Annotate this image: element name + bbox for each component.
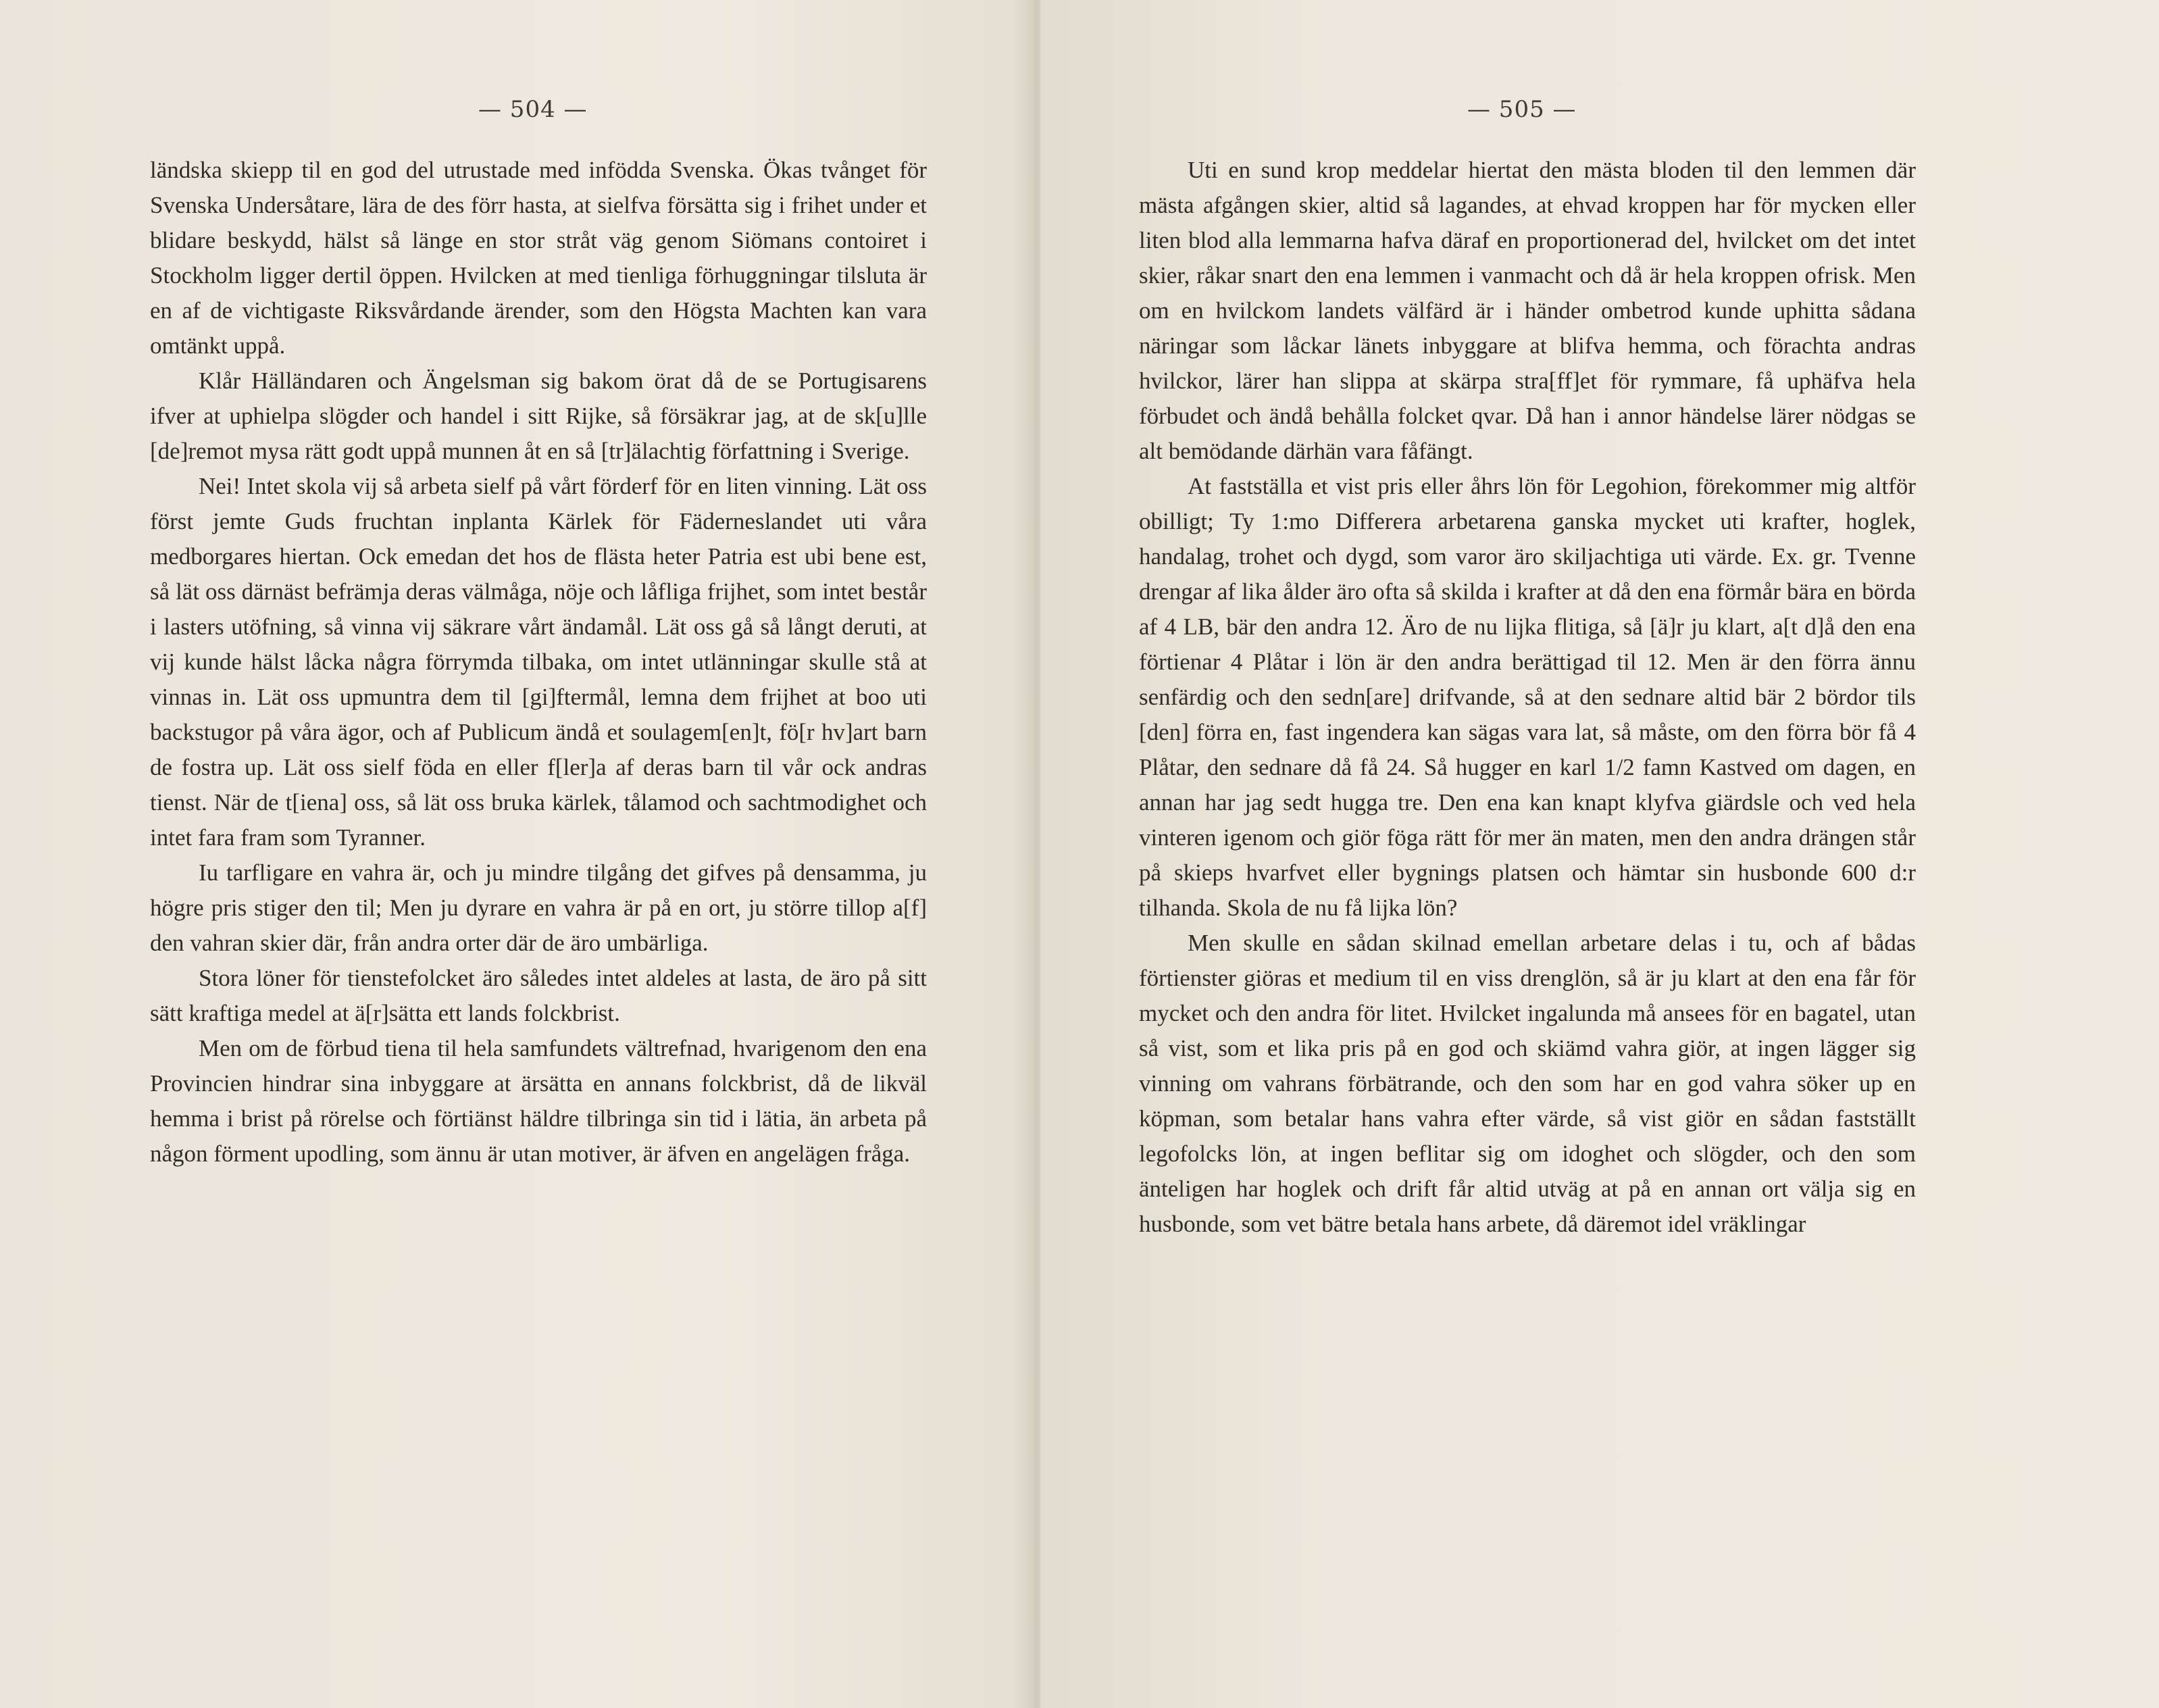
paragraph: At fastställa et vist pris eller åhrs lön för Legohion, förekommer mig altför obilligt; Ty 1:mo Differera arbetarena ganska mycket uti krafter, hoglek, handalag, trohet och dygd, som varor äro skiljachtiga uti värde. Ex. gr. Tvenne drengar af lika ålder äro ofta så skilda i krafter at då den ena förmår bära en börda af 4 LB, bär den andra 12. Äro de nu lijka flitiga, så [ä]r ju klart, a[t d]å den ena förtienar 4 Plåtar i lön är den andra berättigad til 12. Men är den förra ännu senfärdig och den sedn[are] drifvande, så at den sednare altid bär 2 bördor tils [den] förra en, fast ingendera kan sägas vara lat, så måste, om den förra bör få 4 Plåtar, den sednare då få 24. Så hugger en karl 1/2 famn Kastved om dagen, en annan har jag sedt hugga tre. Den ena kan knapt klyfva giärdsle och ved hela vinteren igenom och giör föga rätt för mer än maten, men den andra drängen står på skieps hvarfvet eller bygnings platsen och hämtar sin husbonde 600 d:r tilhanda. Skola de nu få lijka lön? <box>1139 473 1916 921</box>
paragraph: ländska skiepp til en god del utrustade med infödda Svenska. Ökas tvånget för Svenska Undersåtare, lära de des förr hasta, at sielfva försätta sig i frihet under et blidare beskydd, hälst så länge en stor stråt väg genom Siömans contoiret i Stockholm ligger dertil öppen. Hvilcken at med tienliga förhuggningar tilsluta är en af de vichtigaste Riksvårdande ärender, som den Högsta Machten kan vara omtänkt uppå. <box>150 157 927 359</box>
paragraph: Stora löner för tienstefolcket äro således intet aldeles at lasta, de äro på sitt sätt kraftiga medel at ä[r]sätta ett lands folckbrist. <box>150 965 927 1026</box>
page-number: — 505 — <box>1467 96 1577 123</box>
paragraph: Iu tarfligare en vahra är, och ju mindre tilgång det gifves på densamma, ju högre pris stiger den til; Men ju dyrare en vahra är på en ort, ju större tillop a[f] den vahran skier där, från andra orter där de äro umbärliga. <box>150 859 927 956</box>
page-body <box>150 153 927 1172</box>
paragraph: Klår Hälländaren och Ängelsman sig bakom örat då de se Portugisarens ifver at uphielpa slögder och handel i sitt Rijke, så försäkrar jag, at de sk[u]lle [de]remot mysa rätt godt uppå munnen åt en så [tr]älachtig författning i Sverige. <box>150 368 927 464</box>
paragraph: Uti en sund krop meddelar hiertat den mästa bloden til den lemmen där mästa afgången skier, altid så lagandes, at ehvad kroppen har för mycken eller liten blod alla lemmarna hafva däraf en proportionerad del, hvilcket om det intet skier, råkar snart den ena lemmen i vanmacht och då är hela kroppen ofrisk. Men om en hvilckom landets välfärd är i händer ombetrod kunde uphitta sådana näringar som låckar länets inbyggare at blifva hemma, och förachta andras hvilckor, lärer han slippa at skärpa stra[ff]et för rymmare, få uphäfva hela förbudet och ändå behålla folcket qvar. Då han i annor händelse lärer nödgas se alt bemödande därhän vara fåfängt. <box>1139 157 1916 464</box>
left-page <box>0 0 1027 1708</box>
paragraph: Men skulle en sådan skilnad emellan arbetare delas i tu, och af bådas förtienster giöras et medium til en viss drenglön, så är ju klart at den ena får för mycket och den andra för litet. Hvilcket ingalunda må ansees för en bagatel, utan så vist, som et lika pris på en god och skiämd vahra giör, at ingen lägger sig vinning om vahrans förbätrande, och den som har en god vahra söker up en köpman, som betalar hans vahra efter värde, så vist giör en sådan fastställt legofolcks lön, at ingen beflitar sig om idoghet och slögder, och den som änteligen har hoglek och drift får altid utväg at på en annan ort välja sig en husbonde, som vet bätre betala hans arbete, då däremot idel vräklingar <box>1139 930 1916 1237</box>
right-page <box>1040 0 2159 1708</box>
paragraph: Nei! Intet skola vij så arbeta sielf på vårt förderf för en liten vinning. Lät oss först jemte Guds fruchtan inplanta Kärlek för Fäderneslandet uti våra medborgares hiertan. Ock emedan det hos de flästa heter Patria est ubi bene est, så lät oss därnäst befrämja deras välmåga, nöje och låfliga frijhet, som intet består i lasters utöfning, så vinna vij säkrare vårt ändamål. Lät oss gå så långt deruti, at vij kunde hälst låcka några förrymda tilbaka, om intet utlänningar skulle stå at vinnas in. Lät oss upmuntra dem til [gi]ftermål, lemna dem frijhet at boo uti backstugor på våra ägor, och af Publicum ändå et soulagem[en]t, fö[r hv]art barn de fostra up. Lät oss sielf föda en eller f[ler]a af deras barn til vår ock andras tienst. När de t[iena] oss, så lät oss bruka kärlek, tålamod och sachtmodighet och intet fara fram som Tyranner. <box>150 473 927 851</box>
page-number: — 504 — <box>478 96 588 123</box>
paragraph: Men om de förbud tiena til hela samfundets vältrefnad, hvarigenom den ena Provincien hindrar sina inbyggare at ärsätta en annans folckbrist, då de likväl hemma i brist på rörelse och förtiänst häldre tilbringa sin tid i lätia, än arbeta på någon förment upodling, som ännu är utan motiver, är äfven en angelägen fråga. <box>150 1035 927 1167</box>
page-body <box>1139 153 1916 1242</box>
